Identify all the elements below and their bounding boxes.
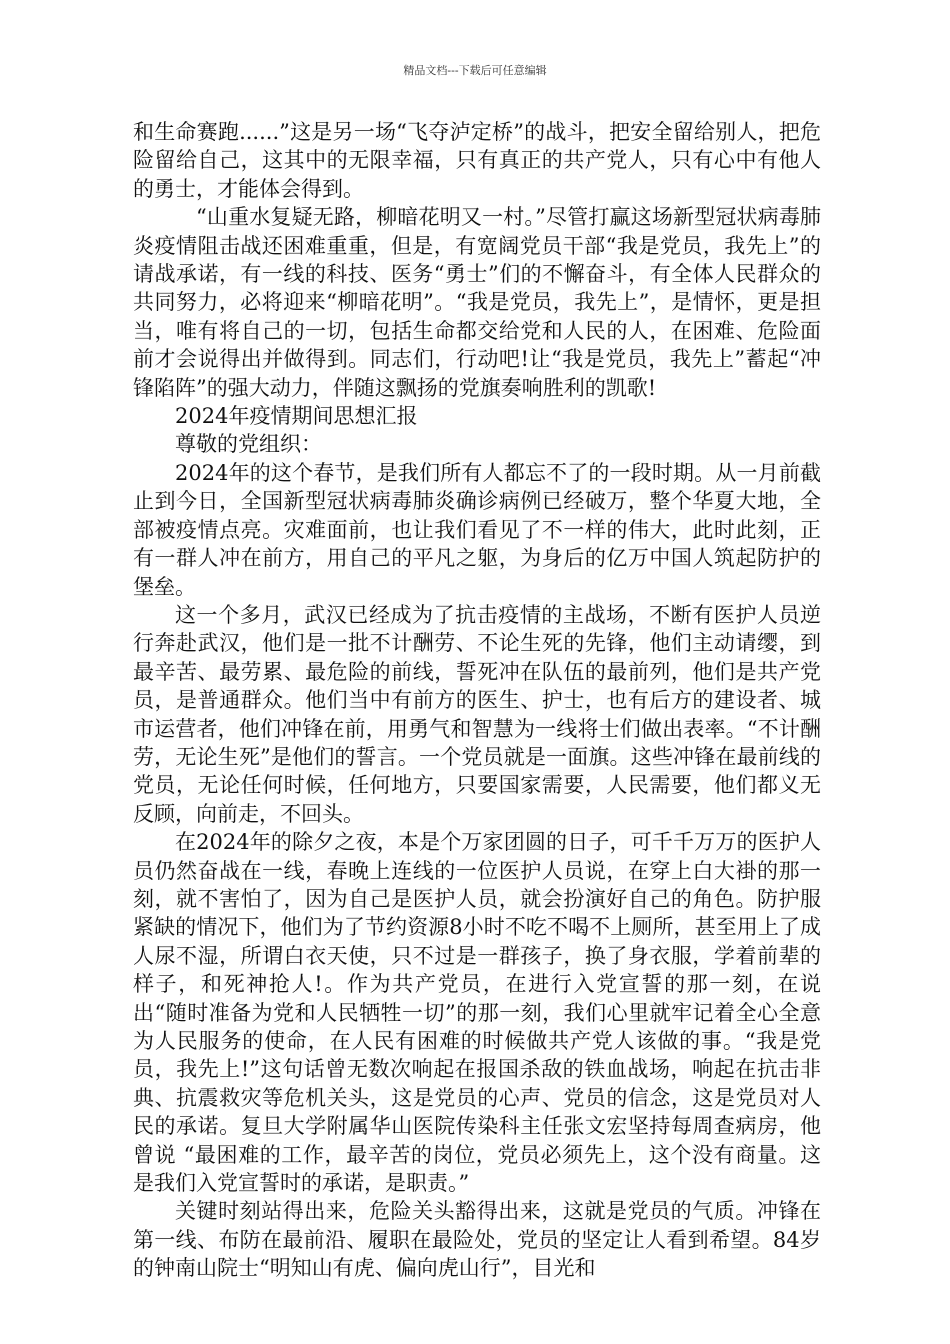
document-body: [133, 118, 821, 1283]
paragraph-critical-moment: 关键时刻站得出来，危险关头豁得出来，这就是党员的气质。冲锋在第一线、布防在最前沿、履职在最险处，党员的坚定让人看到希望。84岁的钟南山院士“明知山有虎、偏向虎山行”，目光和: [133, 1199, 821, 1281]
salutation: 尊敬的党组织：: [175, 432, 322, 457]
paragraph-continuation: 和生命赛跑......”这是另一场“飞夺泸定桥”的战斗，把安全留给别人，把危险留给自己，这其中的无限幸福，只有真正的共产党人，只有心中有他人的勇士，才能体会得到。: [133, 120, 821, 201]
report-title: 2024年疫情期间思想汇报: [175, 404, 418, 429]
paragraph-spring-festival: 2024年的这个春节，是我们所有人都忘不了的一段时期。从一月前截止到今日，全国新型冠状病毒肺炎确诊病例已经破万，整个华夏大地，全部被疫情点亮。灾难面前，也让我们看见了不一样的伟大，此时此刻，正有一群人冲在前方，用自己的平凡之躯，为身后的亿万中国人筑起防护的堡垒。: [133, 460, 821, 599]
paragraph-new-year-eve: 在2024年的除夕之夜，本是个万家团圆的日子，可千千万万的医护人员仍然奋战在一线，春晚上连线的一位医护人员说，在穿上白大褂的那一刻，就不害怕了，因为自己是医护人员，就会扮演好自己的角色。防护服紧缺的情况下，他们为了节约资源8小时不吃不喝不上厕所，甚至用上了成人尿不湿，所谓白衣天使，只不过是一群孩子，换了身衣服，学着前辈的样子，和死神抢人!。作为共产党员，在进行入党宣誓的那一刻，在说出“随时准备为党和人民牺牲一切”的那一刻，我们心里就牢记着全心全意为人民服务的使命，在人民有困难的时候做共产党人该做的事。“我是党员，我先上!”这句话曾无数次响起在报国杀敌的铁血战场，响起在抗击非典、抗震救灾等危机关头，这是党员的心声、党员的信念，这是党员对人民的承诺。复旦大学附属华山医院传染科主任张文宏坚持每周查病房，他曾说 “最困难的工作，最辛苦的岗位，党员必须先上，这个没有商量。这是我们入党宣誓时的承诺，是职责。”: [133, 830, 821, 1196]
page-header: 精品文档---下载后可任意编辑: [403, 64, 547, 77]
paragraph-poem-quote: “山重水复疑无路，柳暗花明又一村。”尽管打赢这场新型冠状病毒肺炎疫情阻击战还困难重重，但是，有宽阔党员干部“我是党员，我先上”的请战承诺，有一线的科技、医务“勇士”们的不懈奋斗，有全体人民群众的共同努力，必将迎来“柳暗花明”。“我是党员，我先上”，是情怀，更是担当，唯有将自己的一切，包括生命都交给党和人民的人，在困难、危险面前才会说得出并做得到。同志们，行动吧!让“我是党员，我先上”蓄起“冲锋陷阵”的强大动力，伴随这飘扬的党旗奏响胜利的凯歌!: [133, 205, 821, 400]
paragraph-wuhan: 这一个多月，武汉已经成为了抗击疫情的主战场，不断有医护人员逆行奔赴武汉，他们是一批不计酬劳、不论生死的先锋，他们主动请缨，到最辛苦、最劳累、最危险的前线，誓死冲在队伍的最前列，他们是共产党员，是普通群众。他们当中有前方的医生、护士，也有后方的建设者、城市运营者，他们冲锋在前，用勇气和智慧为一线将士们做出表率。“不计酬劳，无论生死”是他们的誓言。一个党员就是一面旗。这些冲锋在最前线的党员，无论任何时候，任何地方，只要国家需要，人民需要，他们都义无反顾，向前走，不回头。: [133, 602, 821, 826]
